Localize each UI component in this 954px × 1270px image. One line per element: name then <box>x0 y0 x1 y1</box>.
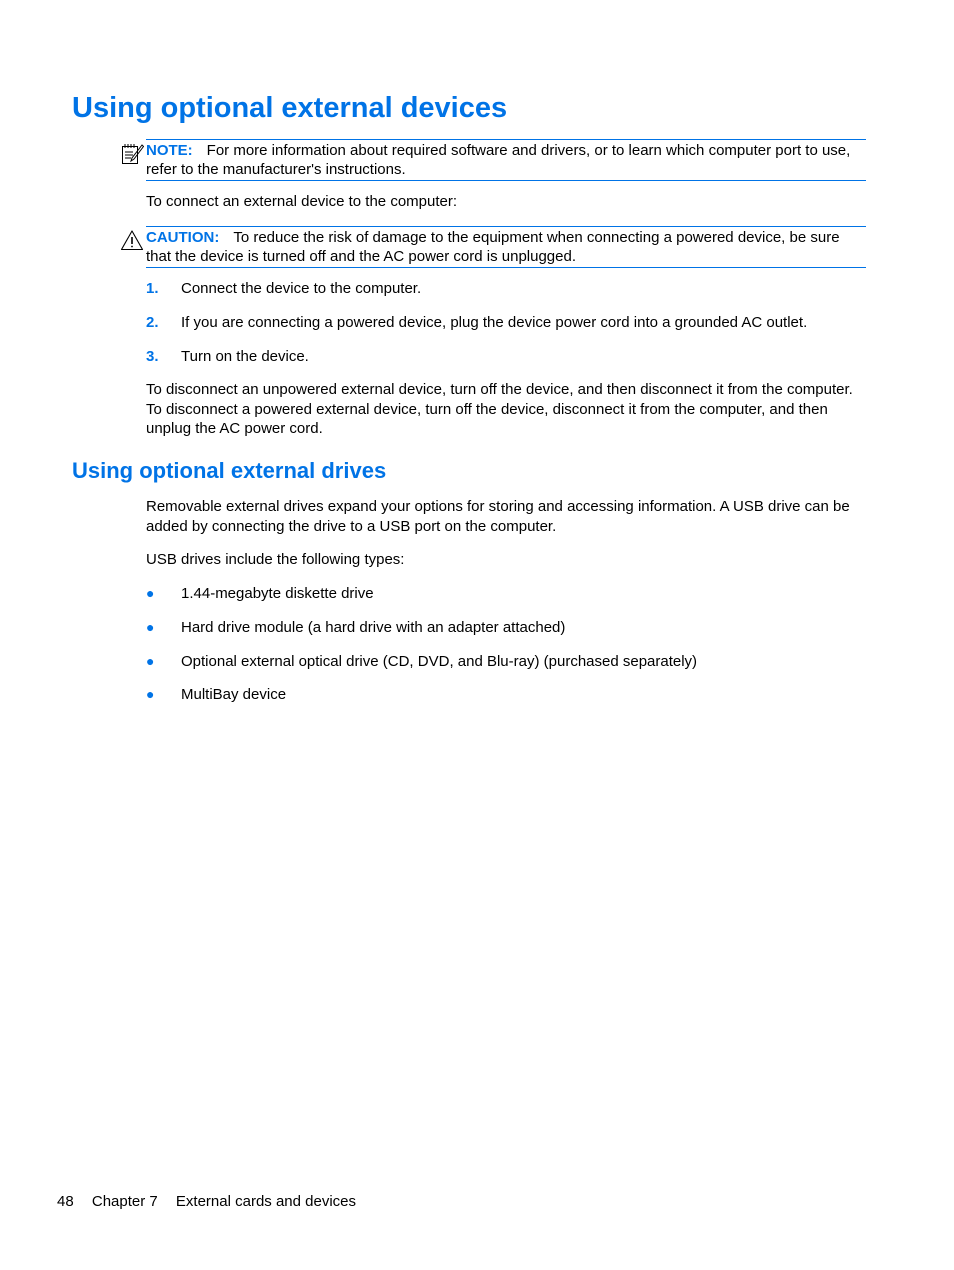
section-heading: Using optional external drives <box>72 458 387 483</box>
list-item <box>146 584 866 618</box>
bullet-icon: ● <box>146 686 155 703</box>
list-item <box>146 313 866 347</box>
list-item <box>146 279 866 313</box>
list-item <box>146 618 866 652</box>
warning-triangle-icon <box>120 228 144 252</box>
step-number: 3. <box>146 347 159 365</box>
bullet-icon: ● <box>146 585 155 601</box>
page-heading: Using optional external devices <box>72 92 508 124</box>
list-item-text: 1.44-megabyte diskette drive <box>181 585 374 602</box>
note-body: For more information about required software and drivers, or to learn which computer port to use, refer to the manufacturer's instructions. <box>146 142 851 178</box>
note-label: NOTE: <box>146 142 193 159</box>
drives-intro: Removable external drives expand your options for storing and accessing information. A USB drive can be added by connecting the drive to a USB port on the computer. <box>146 498 850 535</box>
bullet-icon: ● <box>146 618 155 635</box>
usb-intro: USB drives include the following types: <box>146 551 405 568</box>
list-item <box>146 685 866 719</box>
caution-body: To reduce the risk of damage to the equipment when connecting a powered device, be sure that the device is turned off and the AC power cord is unplugged. <box>146 229 840 265</box>
list-item-text: Optional external optical drive (CD, DVD, and Blu-ray) (purchased separately) <box>181 652 698 670</box>
step-number: 2. <box>146 313 159 331</box>
page-number: 48 <box>57 1193 74 1210</box>
caution-label: CAUTION: <box>146 229 220 246</box>
caution-text <box>146 228 866 266</box>
note-pad-icon <box>120 141 144 165</box>
step-text: Turn on the device. <box>181 347 309 365</box>
connect-intro: To connect an external device to the computer: <box>146 193 458 210</box>
step-text: If you are connecting a powered device, plug the device power cord into a grounded AC outlet. <box>181 313 808 331</box>
note-text <box>146 141 866 179</box>
page-footer <box>57 1192 370 1212</box>
chapter-label: Chapter 7 <box>91 1193 158 1210</box>
usb-types-list <box>146 584 866 719</box>
note-box <box>146 139 866 181</box>
caution-box <box>146 226 866 268</box>
list-item-text: Hard drive module (a hard drive with an adapter attached) <box>181 618 566 636</box>
list-item <box>146 347 866 381</box>
list-item-text: MultiBay device <box>181 686 287 704</box>
step-number: 1. <box>146 280 159 297</box>
bullet-icon: ● <box>146 652 155 669</box>
chapter-title: External cards and devices <box>175 1193 357 1210</box>
disconnect-paragraph: To disconnect an unpowered external device, turn off the device, and then disconnect it from the computer. To disconnect a powered external device, turn off the device, disconnect it from the computer, and then unplug the AC power cord. <box>146 381 853 437</box>
step-text: Connect the device to the computer. <box>181 280 422 297</box>
connect-steps <box>146 279 866 380</box>
list-item <box>146 652 866 686</box>
